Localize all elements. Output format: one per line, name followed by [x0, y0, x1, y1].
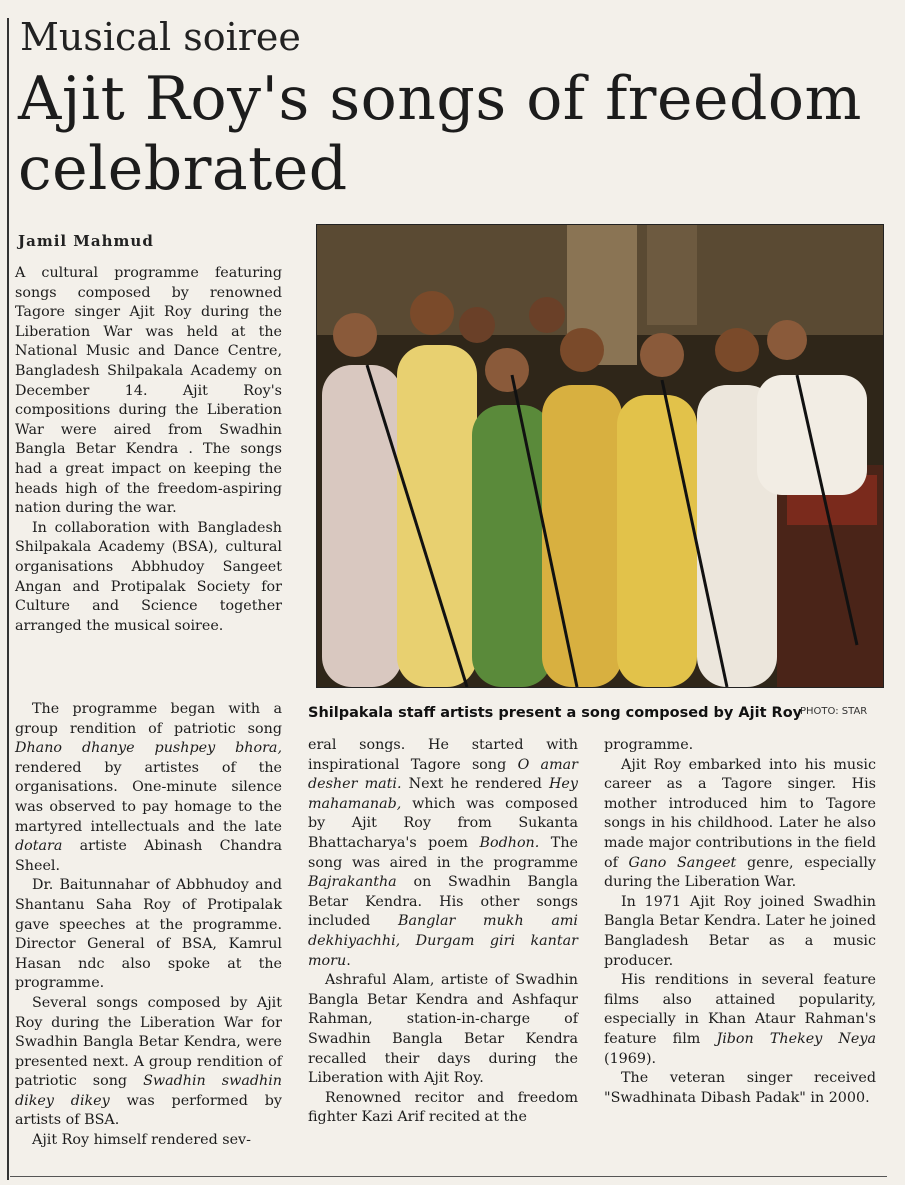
paragraph: [15, 700, 282, 876]
byline-text: Jamil Mahmud: [18, 232, 154, 250]
text: was performed by artists of BSA.: [15, 1092, 282, 1129]
text: .: [346, 952, 351, 969]
text: on Swadhin Bangla Betar Kendra. His other songs included: [308, 874, 578, 930]
programme-title: Bajrakantha: [308, 874, 397, 891]
text: The song was aired in the programme: [308, 834, 579, 871]
song-title: O amar desher mati.: [308, 756, 578, 793]
paragraph: A cultural programme featuring songs composed by renowned Tagore singer Ajit Roy during the Liberation War was held at the National Music and Dance Centre, Bangladesh Shilpakala Academy on December 14. Ajit Roy's compositions during the Liberation War were aired from Swadhin Bangla Betar Kendra . The songs had a great impact on keeping the heads high of the freedom-aspiring nation during the war.: [15, 265, 282, 517]
paragraph: Renowned recitor and freedom fighter Kazi Arif recited at the: [308, 1089, 578, 1126]
film-title: Jibon Thekey Neya: [716, 1030, 876, 1047]
term: dotara: [15, 838, 63, 855]
byline: [18, 232, 154, 250]
text: artiste Abinash Chandra Sheel.: [15, 838, 282, 874]
text: genre, especially during the Liberation War.: [604, 854, 876, 891]
paragraph: In 1971 Ajit Roy joined Swadhin Bangla Betar Kendra. Later he joined Bangladesh Betar as a music producer.: [604, 893, 876, 969]
article-photo: [316, 224, 884, 688]
photo-caption: Shilpakala staff artists present a song composed by Ajit Roy: [308, 705, 803, 721]
poem-title: Bodhon.: [479, 834, 540, 851]
text: Ajit Roy embarked into his music career as a Tagore singer. His mother introduced him to Tagore songs in his childhood. Later he also made major contributions in the field of: [604, 756, 876, 871]
paragraph: [308, 736, 578, 971]
song-title: Banglar mukh ami dekhiyachhi, Durgam giri kantar moru: [308, 913, 578, 969]
text: rendered by artistes of the organisations. One-minute silence was observed to pay homage to the martyred intellectuals and the late: [15, 759, 282, 835]
text: His renditions in several feature films also attained popularity, especially in Khan Ataur Rahman's feature film: [604, 972, 876, 1047]
text: The programme began with a group rendition of patriotic song: [15, 701, 282, 737]
column-1-top: [15, 264, 282, 636]
text: Several songs composed by Ajit Roy during the Liberation War for Swadhin Bangla Betar Kendra, were presented next. A group rendition of patriotic song: [15, 994, 282, 1090]
bottom-rule: [10, 1176, 887, 1177]
paragraph: Ajit Roy himself rendered sev-: [32, 1132, 251, 1149]
paragraph: Ashraful Alam, artiste of Swadhin Bangla Betar Kendra and Ashfaqur Rahman, station-in-charge of Swadhin Bangla Betar Kendra recalled their days during the Liberation with Ajit Roy.: [308, 972, 578, 1087]
paragraph: [604, 756, 876, 893]
song-title: Swadhin swadhin dikey dikey: [15, 1073, 282, 1109]
column-1-bottom: [15, 700, 282, 1151]
paragraph: [604, 971, 876, 1069]
song-title: Dhano dhanye pushpey bhora,: [15, 740, 282, 757]
column-rule: [7, 18, 9, 1180]
text: which was composed by Ajit Roy from Sukanta Bhattacharya's poem: [308, 795, 578, 851]
headline: Ajit Roy's songs of freedom celebrated: [18, 64, 862, 204]
column-3: [604, 736, 876, 1108]
text: eral songs. He started with inspirational Tagore song: [308, 737, 578, 773]
column-2: [308, 736, 578, 1128]
paragraph: programme.: [604, 737, 694, 753]
text: Next he rendered: [401, 776, 549, 793]
song-title: Hey mahamanab,: [308, 776, 578, 812]
photo-credit: PHOTO: STAR: [800, 706, 868, 717]
paragraph: The veteran singer received "Swadhinata Dibash Padak" in 2000.: [604, 1070, 876, 1106]
paragraph: Dr. Baitunnahar of Abbhudoy and Shantanu Saha Roy of Protipalak gave speeches at the programme. Director General of BSA, Kamrul Hasan ndc also spoke at the programme.: [15, 877, 282, 992]
paragraph: [15, 994, 282, 1131]
photo-illustration: [317, 225, 883, 687]
text: (1969).: [604, 1050, 657, 1067]
kicker: Musical soiree: [20, 15, 301, 59]
paragraph: In collaboration with Bangladesh Shilpakala Academy (BSA), cultural organisations Abbhudoy Sangeet Angan and Protipalak Society for Culture and Science together arranged the musical soiree.: [15, 519, 282, 634]
genre: Gano Sangeet: [628, 854, 737, 871]
